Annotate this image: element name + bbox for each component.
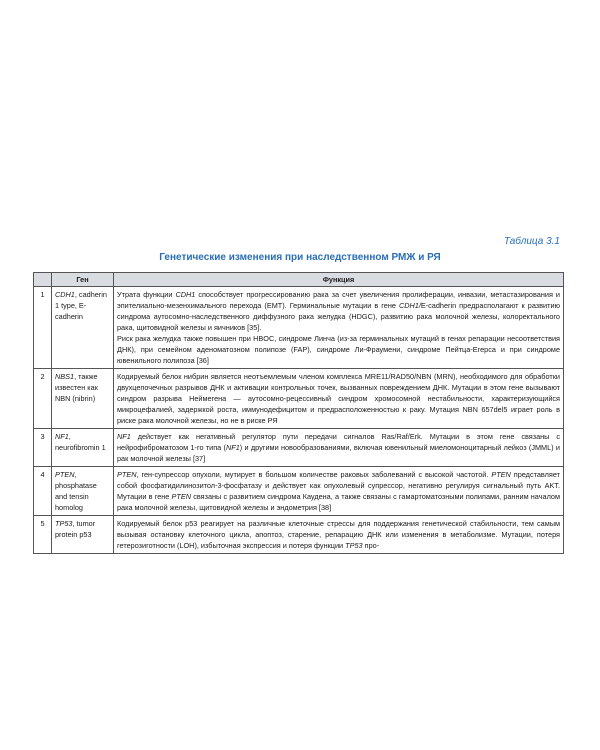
table-row [34, 516, 564, 554]
gene-function [114, 429, 564, 467]
table-row [34, 287, 564, 369]
table-row [34, 467, 564, 516]
gene-function [114, 467, 564, 516]
header-function: Функция [114, 273, 564, 287]
header-gene: Ген [52, 273, 114, 287]
row-number: 4 [34, 467, 52, 516]
row-number: 5 [34, 516, 52, 554]
genetic-changes-table [33, 272, 564, 554]
gene-name: TP53, tumor protein p53 [52, 516, 114, 554]
gene-name: PTEN, phosphatase and tensin homolog [52, 467, 114, 516]
gene-name: CDH1, cadherin 1 type, E-cadherin [52, 287, 114, 369]
function-paragraph: Риск рака желудка также повышен при HBOC, синдроме Линча (из-за герминальных мутаций в генах репарации несоответствия ДНК), при семейном аденоматозном полипозе (FAP), синдроме Ли-Фраумени, синдроме Пейтца-Егерса и при синдроме ювенильного полипоза [36] [117, 334, 560, 365]
row-number: 1 [34, 287, 52, 369]
function-paragraph: PTEN, ген-супрессор опухоли, мутирует в большом количестве раковых заболеваний с высокой частотой. PTEN представляет собой фосфатидилинозитол-3-фосфатазу и действует как опухолевый супрессор, негативно регулируя сигнальный путь AKT. Мутации в гене PTEN связаны с развитием синдрома Каудена, а также связаны с гамартоматозными полипами, ранним началом рака молочной железы, щитовидной железы и эндометрия [38] [117, 470, 560, 512]
function-paragraph: NF1 действует как негативный регулятор пути передачи сигналов Ras/Raf/Erk. Мутации в этом гене связаны с нейрофиброматозом 1-го типа (NF1) и другими новообразованиями, включая ювенильный миеломоноцитарный лейкоз (JMML) и рак молочной железы [37] [117, 432, 561, 463]
gene-name: NF1, neurofibromin 1 [52, 429, 114, 467]
gene-function [114, 516, 564, 554]
table-row [34, 369, 564, 429]
table-header-row [34, 273, 564, 287]
gene-function [114, 287, 564, 369]
row-number: 2 [34, 369, 52, 429]
function-paragraph: Утрата функции CDH1 способствует прогрессированию рака за счет увеличения пролиферации, инвазии, метастазирования и эпителиально-мезенхимального перехода (EMT). Герминальные мутации в гене CDH1/E-cadherin предрасполагают к развитию синдрома аутосомно-наследственного диффузного рака желудка (HDGC), развитию рака молочной железы, колоректального рака, щитовидной железы и яичников [35]. [117, 290, 561, 332]
function-paragraph: Кодируемый белок p53 реагирует на различные клеточные стрессы для поддержания генетической стабильности, тем самым вызывая остановку клеточного цикла, апоптоз, старение, репарацию ДНК или изменения в метаболизме. Мутации, потеря гетерозиготности (LOH), избыточная экспрессия и потеря функции TP53 про- [117, 519, 560, 550]
table-number: Таблица 3.1 [503, 236, 560, 247]
table-title: Генетические изменения при наследственном РМЖ и РЯ [159, 252, 441, 263]
gene-function [114, 369, 564, 429]
gene-name: NBS1, также известен как NBN (nibrin) [52, 369, 114, 429]
table-row [34, 429, 564, 467]
function-paragraph: Кодируемый белок нибрин является неотъемлемым членом комплекса MRE11/RAD50/NBN (MRN), необходимого для обработки двухцепочечных разрывов ДНК и активации контрольных точек, вызванных повреждением ДНК. Мутации в этом гене вызывают синдром разрыва Неймегена — аутосомно-рецессивный синдром хромосомной нестабильности, характеризующийся микроцефалией, задержкой роста, иммунодефицитом и предрасположенностью к раку. Мутация NBN 657del5 играет роль в риске рака молочной железы, но не в риске РЯ [117, 372, 560, 425]
row-number: 3 [34, 429, 52, 467]
header-number [34, 273, 52, 287]
